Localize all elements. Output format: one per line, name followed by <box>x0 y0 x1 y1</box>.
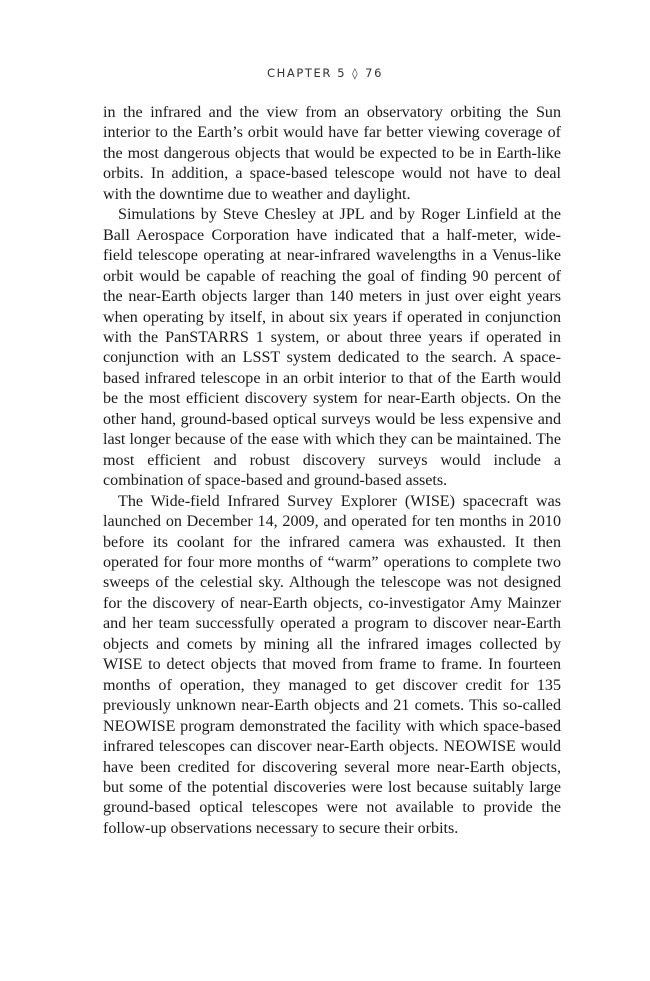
diamond-separator-icon: ◊ <box>352 67 360 80</box>
running-head <box>0 66 650 80</box>
chapter-label: CHAPTER 5 <box>266 66 347 80</box>
paragraph-continued: in the infrared and the view from an observatory orbiting the Sun interior to the Earth’s orbit would have far better viewing coverage of the most dangerous objects that would be expected to be in Earth-like orbits. In addition, a space-based telescope would not have to deal with the downtime due to weather and daylight. <box>103 104 561 203</box>
paragraph-wise: The Wide-field Infrared Survey Explorer (WISE) spacecraft was launched on December 14, 2009, and operated for ten months in 2010 before its coolant for the infrared camera was exhausted. It then operated for four more months of “warm” operations to complete two sweeps of the celestial sky. Although the telescope was not designed for the discovery of near-Earth objects, co-investigator Amy Mainzer and her team successfully operated a program to discover near-Earth objects and comets by mining all the infrared images collected by WISE to detect objects that moved from frame to frame. In fourteen months of operation, they managed to get discover credit for 135 previously unknown near-Earth objects and 21 comets. This so-called NEOWISE program demonstrated the facility with which space-based infrared telescopes can discover near-Earth objects. NEOWISE would have been credited for discovering several more near-Earth objects, but some of the potential discoveries were lost because suitably large ground-based optical telescopes were not available to provide the follow-up observations necessary to secure their orbits. <box>103 492 561 837</box>
paragraph-simulations: Simulations by Steve Chesley at JPL and by Roger Linfield at the Ball Aerospace Corporation have indicated that a half-meter, wide-field telescope operating at near-infrared wavelengths in a Venus-like orbit would be capable of reaching the goal of finding 90 percent of the near-Earth objects larger than 140 meters in just over eight years when operating by itself, in about six years if operated in conjunction with the PanSTARRS 1 system, or about three years if operated in conjunction with an LSST system dedicated to the search. A space-based infrared telescope in an orbit interior to that of the Earth would be the most efficient discovery system for near-Earth objects. On the other hand, ground-based optical surveys would be less expensive and last longer because of the ease with which they can be maintained. The most efficient and robust discovery surveys would include a combination of space-based and ground-based assets. <box>103 206 561 490</box>
page-number: 76 <box>365 66 384 80</box>
body-text <box>103 103 561 839</box>
